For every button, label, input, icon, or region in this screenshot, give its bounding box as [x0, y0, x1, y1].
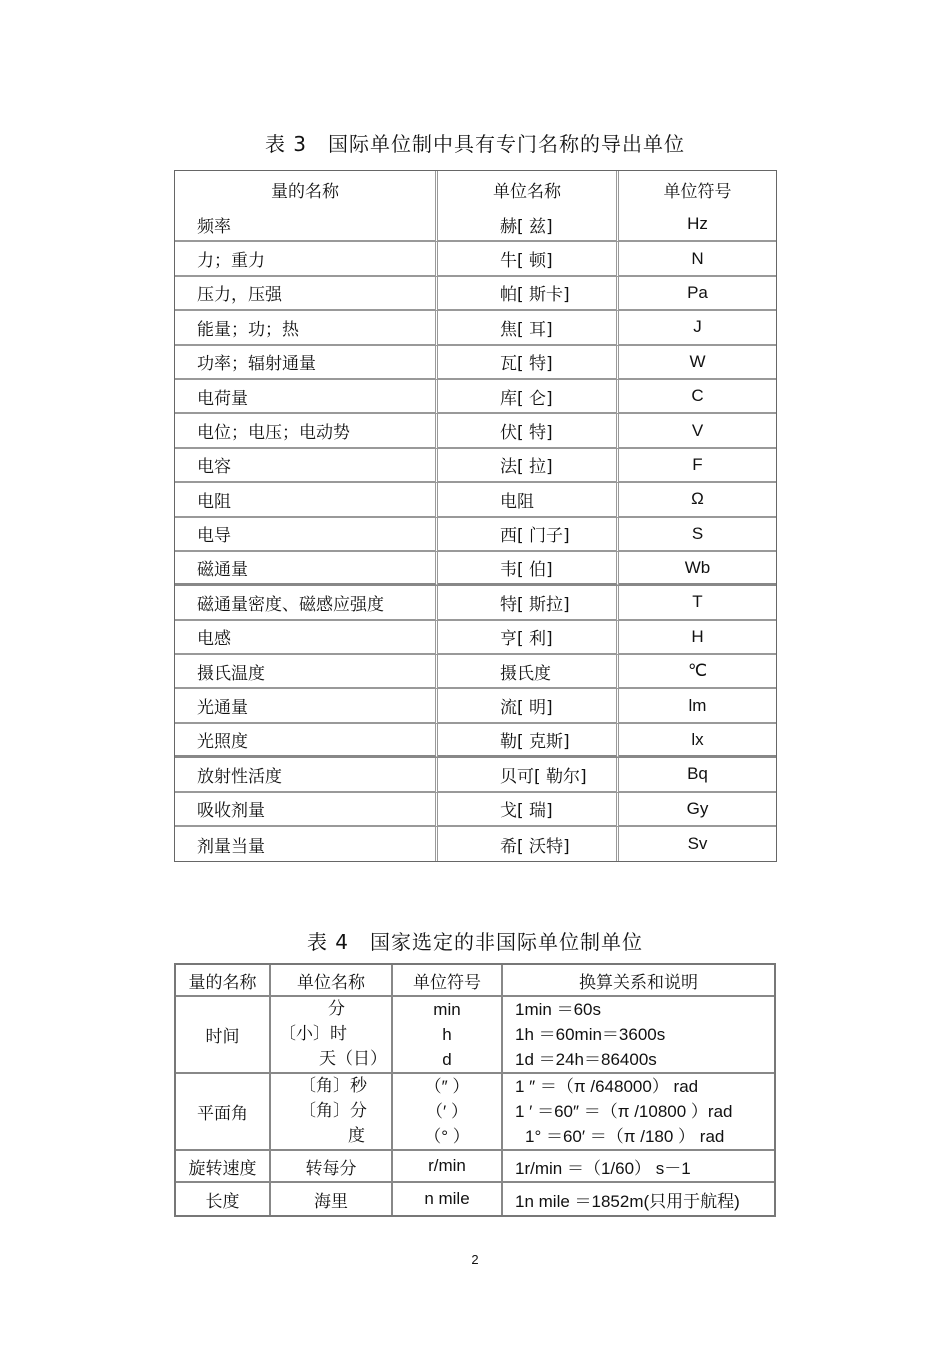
symbol-cell: Sv [687, 834, 708, 854]
symbol-cell: Ω [619, 483, 776, 517]
unit-cell: 转每分 [271, 1151, 393, 1183]
unit-cell: 焦[ 耳] [438, 311, 619, 345]
table4-header-quantity: 量的名称 [176, 965, 271, 997]
table-row [175, 793, 776, 827]
symbol-cell: W [619, 346, 776, 380]
unit-cell: 希[ 沃特] [438, 827, 619, 861]
quantity-cell: 力；重力 [175, 242, 438, 276]
table4-header-unit: 单位名称 [271, 965, 393, 997]
note-line: 1d ＝24h＝86400s [515, 1050, 657, 1069]
symbol-cell: Hz [619, 208, 776, 242]
quantity-cell: 剂量当量 [175, 827, 438, 861]
table4-title: 表 4 国家选定的非国际单位制单位 [306, 930, 644, 954]
notes-cell: 1r/min ＝（1/60） s－1 [503, 1151, 774, 1183]
table3-header-quantity: 量的名称 [175, 171, 438, 208]
quantity-cell: 电感 [175, 621, 438, 655]
unit-cell: 亨[ 利] [438, 621, 619, 655]
table-row [175, 621, 776, 655]
table4-header-symbol: 单位符号 [393, 965, 503, 997]
table4-header-notes: 换算关系和说明 [503, 965, 774, 997]
quantity-cell: 电阻 [175, 483, 438, 517]
table-row [175, 311, 776, 345]
symbol-cell: Wb [619, 552, 776, 586]
symbol-cell: n mile [393, 1183, 503, 1215]
unit-cell [271, 997, 393, 1074]
symbol-cell: ℃ [619, 655, 776, 689]
symbol-cell: Gy [619, 793, 776, 827]
table3 [174, 170, 777, 862]
symbol-cell: S [619, 518, 776, 552]
table-row [175, 414, 776, 448]
unit-line: 〔角〕秒 [299, 1076, 367, 1096]
symbol-cell: lx [619, 724, 776, 758]
table-row [176, 1183, 774, 1215]
table-row [176, 1074, 774, 1151]
symbol-line: （″ ） [424, 1077, 470, 1096]
unit-cell: 赫[ 兹] [438, 208, 619, 242]
table3-header-unit: 单位名称 [438, 171, 619, 208]
table-row [175, 242, 776, 276]
table-row [176, 997, 774, 1074]
quantity-cell: 电荷量 [175, 380, 438, 414]
table-row [176, 1151, 774, 1183]
note-line: 1h ＝60min＝3600s [515, 1025, 666, 1044]
quantity-cell: 时间 [176, 997, 271, 1074]
symbol-cell: Bq [619, 758, 776, 792]
symbol-cell: T [619, 586, 776, 620]
quantity-cell: 摄氏温度 [175, 655, 438, 689]
table-row [175, 758, 776, 792]
unit-cell: 流[ 明] [438, 689, 619, 723]
quantity-cell: 吸收剂量 [175, 793, 438, 827]
quantity-cell: 电容 [175, 449, 438, 483]
symbol-cell [393, 1074, 503, 1151]
quantity-cell: 长度 [176, 1183, 271, 1215]
quantity-cell: 电导 [175, 518, 438, 552]
unit-line: 分 [328, 999, 345, 1019]
unit-cell: 勒[ 克斯] [438, 724, 619, 758]
unit-cell: 戈[ 瑞] [438, 793, 619, 827]
unit-cell [271, 1074, 393, 1151]
table-row [175, 827, 776, 861]
unit-line: 度 [348, 1126, 365, 1146]
symbol-line: d [442, 1050, 452, 1069]
symbol-cell: r/min [393, 1151, 503, 1183]
unit-cell: 海里 [271, 1183, 393, 1215]
quantity-cell: 频率 [175, 208, 438, 242]
table-row [175, 277, 776, 311]
quantity-cell: 电位；电压；电动势 [175, 414, 438, 448]
symbol-cell: lm [619, 689, 776, 723]
symbol-cell: F [619, 449, 776, 483]
table3-title: 表 3 国际单位制中具有专门名称的导出单位 [264, 132, 686, 156]
quantity-cell: 光通量 [175, 689, 438, 723]
table3-header-symbol: 单位符号 [663, 182, 732, 202]
notes-cell [503, 1074, 774, 1151]
symbol-cell: H [619, 621, 776, 655]
symbol-line: （° ） [424, 1127, 470, 1146]
unit-cell: 韦[ 伯] [438, 552, 619, 586]
quantity-cell: 磁通量 [175, 552, 438, 586]
unit-cell: 帕[ 斯卡] [438, 277, 619, 311]
unit-cell: 摄氏度 [438, 655, 619, 689]
note-line: 1 ″ ＝（π /648000） rad [515, 1077, 699, 1096]
table-row [175, 483, 776, 517]
table-row [175, 552, 776, 586]
page-number: 2 [471, 1252, 479, 1267]
table4 [174, 963, 776, 1217]
unit-cell: 贝可[ 勒尔] [438, 758, 619, 792]
quantity-cell: 能量；功；热 [175, 311, 438, 345]
table-row [175, 655, 776, 689]
table-row [175, 380, 776, 414]
note-line: 1° ＝60′ ＝（π /180 ） rad [525, 1127, 725, 1146]
symbol-cell: N [619, 242, 776, 276]
symbol-line: （′ ） [426, 1102, 468, 1121]
unit-cell: 库[ 仑] [438, 380, 619, 414]
symbol-cell: J [619, 311, 776, 345]
unit-line: 〔角〕分 [299, 1101, 367, 1121]
unit-cell: 牛[ 顿] [438, 242, 619, 276]
table3-header-row [175, 171, 776, 208]
unit-cell: 电阻 [438, 483, 619, 517]
symbol-cell [393, 997, 503, 1074]
unit-cell: 特[ 斯拉] [438, 586, 619, 620]
symbol-cell: V [619, 414, 776, 448]
table-row [175, 724, 776, 758]
symbol-line: h [442, 1025, 452, 1044]
quantity-cell: 旋转速度 [176, 1151, 271, 1183]
quantity-cell: 功率；辐射通量 [175, 346, 438, 380]
unit-cell: 西[ 门子] [438, 518, 619, 552]
unit-cell: 法[ 拉] [438, 449, 619, 483]
table4-header-row [176, 965, 774, 997]
quantity-cell: 磁通量密度、磁感应强度 [175, 586, 438, 620]
unit-cell: 伏[ 特] [438, 414, 619, 448]
quantity-cell: 平面角 [176, 1074, 271, 1151]
symbol-cell: Pa [619, 277, 776, 311]
unit-line: 〔小〕时 [279, 1024, 347, 1044]
notes-cell: 1n mile ＝1852m(只用于航程) [515, 1191, 740, 1211]
table-row [175, 518, 776, 552]
quantity-cell: 放射性活度 [175, 758, 438, 792]
table-row [175, 689, 776, 723]
symbol-line: min [433, 1000, 461, 1019]
table-row [175, 208, 776, 242]
table-row [175, 449, 776, 483]
symbol-cell: C [619, 380, 776, 414]
unit-line: 天（日） [319, 1049, 387, 1069]
notes-cell [503, 997, 774, 1074]
note-line: 1min ＝60s [515, 1000, 601, 1019]
table-row [175, 586, 776, 620]
note-line: 1 ′ ＝60″ ＝（π /10800 ）rad [515, 1102, 733, 1121]
quantity-cell: 光照度 [175, 724, 438, 758]
unit-cell: 瓦[ 特] [438, 346, 619, 380]
quantity-cell: 压力，压强 [175, 277, 438, 311]
table-row [175, 346, 776, 380]
